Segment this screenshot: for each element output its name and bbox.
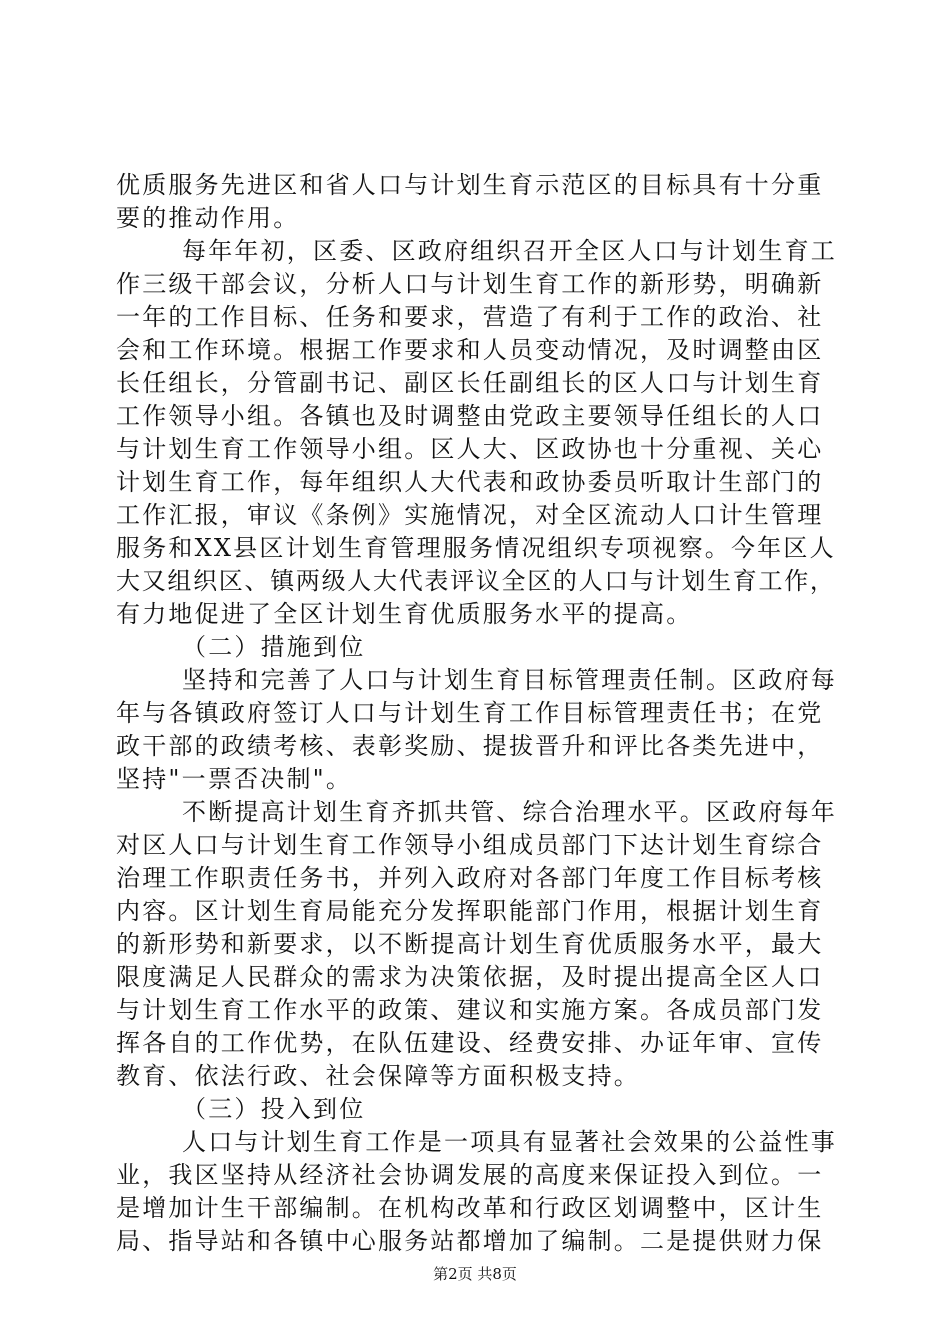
paragraph-line: 会和工作环境。根据工作要求和人员变动情况，及时调整由区 (116, 336, 824, 364)
paragraph-line: 人口与计划生育工作是一项具有显著社会效果的公益性事 (182, 1128, 837, 1156)
paragraph-line: 教育、依法行政、社会保障等方面积极支持。 (116, 1062, 640, 1090)
paragraph-line: 服务和XX县区计划生育管理服务情况组织专项视察。今年区人 (116, 534, 836, 562)
page-number-footer: 第2页 共8页 (433, 1265, 517, 1283)
paragraph-line: 局、指导站和各镇中心服务站都增加了编制。二是提供财力保 (116, 1227, 824, 1255)
paragraph-line: 坚持和完善了人口与计划生育目标管理责任制。区政府每 (182, 666, 837, 694)
paragraph-line: 内容。区计划生育局能充分发挥职能部门作用，根据计划生育 (116, 897, 824, 925)
paragraph-line: 优质服务先进区和省人口与计划生育示范区的目标具有十分重 (116, 171, 824, 199)
paragraph-line: 是增加计生干部编制。在机构改革和行政区划调整中，区计生 (116, 1194, 824, 1222)
section-heading: （二）措施到位 (182, 633, 366, 661)
paragraph-line: 年与各镇政府签订人口与计划生育工作目标管理责任书；在党 (116, 699, 824, 727)
paragraph-line: 工作汇报，审议《条例》实施情况，对全区流动人口计生管理 (116, 501, 824, 529)
paragraph-line: 作三级干部会议，分析人口与计划生育工作的新形势，明确新 (116, 270, 824, 298)
paragraph-line: 不断提高计划生育齐抓共管、综合治理水平。区政府每年 (182, 798, 837, 826)
paragraph-line: 要的推动作用。 (116, 204, 300, 232)
paragraph-line: 挥各自的工作优势，在队伍建设、经费安排、办证年审、宣传 (116, 1029, 824, 1057)
paragraph-line: 坚持"一票否决制"。 (116, 765, 353, 793)
paragraph-line: 长任组长，分管副书记、副区长任副组长的区人口与计划生育 (116, 369, 824, 397)
paragraph-line: 计划生育工作，每年组织人大代表和政协委员听取计生部门的 (116, 468, 824, 496)
paragraph-line: 限度满足人民群众的需求为决策依据，及时提出提高全区人口 (116, 963, 824, 991)
section-heading: （三）投入到位 (182, 1095, 366, 1123)
paragraph-line: 大又组织区、镇两级人大代表评议全区的人口与计划生育工作， (116, 567, 836, 595)
paragraph-line: 对区人口与计划生育工作领导小组成员部门下达计划生育综合 (116, 831, 824, 859)
paragraph-line: 每年年初，区委、区政府组织召开全区人口与计划生育工 (182, 237, 837, 265)
paragraph-line: 治理工作职责任务书，并列入政府对各部门年度工作目标考核 (116, 864, 824, 892)
paragraph-line: 与计划生育工作水平的政策、建议和实施方案。各成员部门发 (116, 996, 824, 1024)
paragraph-line: 一年的工作目标、任务和要求，营造了有利于工作的政治、社 (116, 303, 824, 331)
paragraph-line: 业，我区坚持从经济社会协调发展的高度来保证投入到位。一 (116, 1161, 824, 1189)
paragraph-line: 政干部的政绩考核、表彰奖励、提拔晋升和评比各类先进中， (116, 732, 824, 760)
paragraph-line: 与计划生育工作领导小组。区人大、区政协也十分重视、关心 (116, 435, 824, 463)
paragraph-line: 有力地促进了全区计划生育优质服务水平的提高。 (116, 600, 693, 628)
document-body (116, 169, 836, 1258)
paragraph-line: 的新形势和新要求，以不断提高计划生育优质服务水平，最大 (116, 930, 824, 958)
paragraph-line: 工作领导小组。各镇也及时调整由党政主要领导任组长的人口 (116, 402, 824, 430)
